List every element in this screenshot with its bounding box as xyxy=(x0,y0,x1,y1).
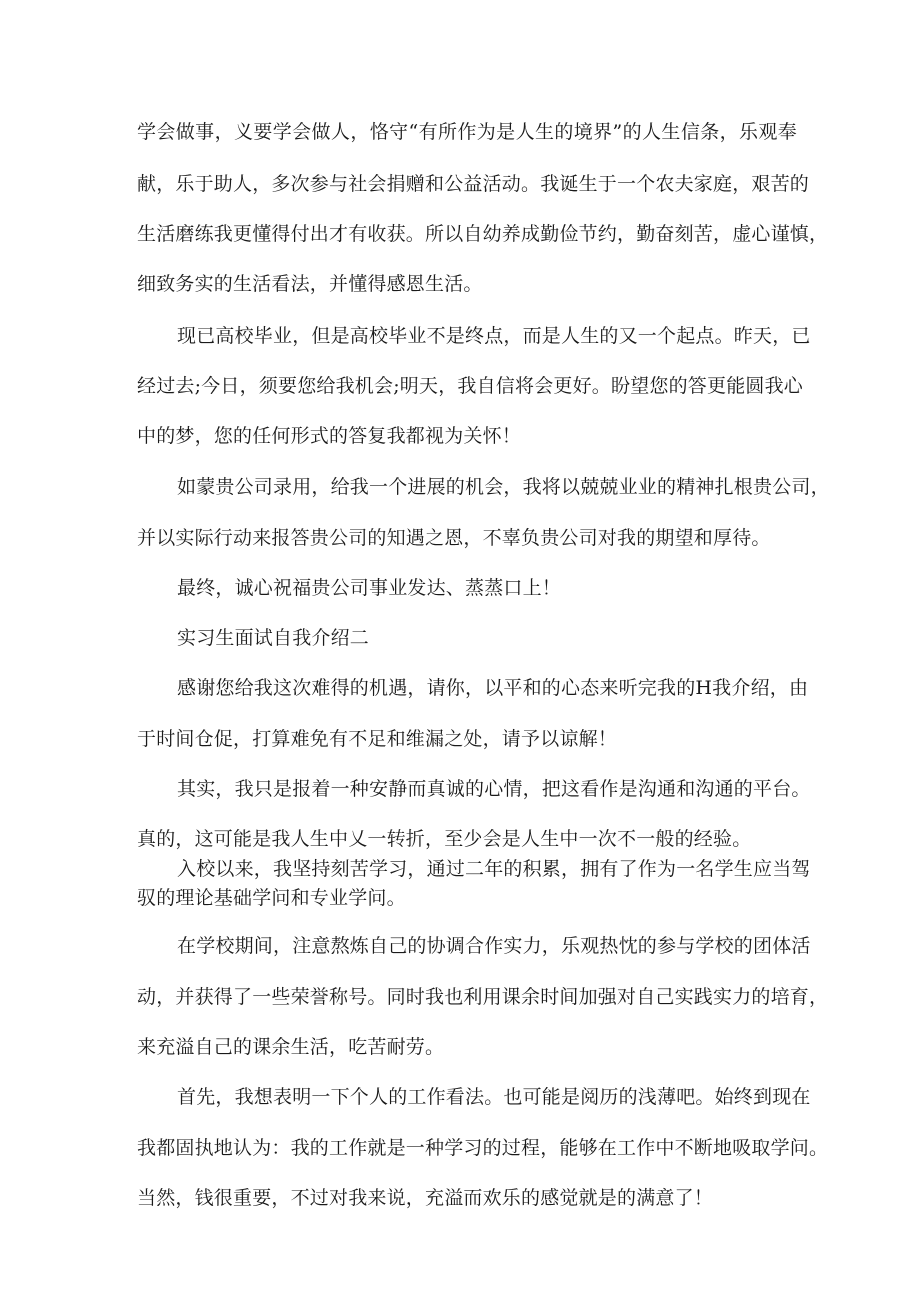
text-line-12: 感谢您给我这次难得的机遇，请你，以平和的心态来听完我的H我介绍，由 xyxy=(177,677,809,699)
text-line-20: 来充溢自己的课余生活，吃苦耐劳。 xyxy=(137,1036,445,1058)
text-line-2: 献，乐于助人，多次参与社会捐赠和公益活动。我诞生于一个农夫家庭，艰苦的 xyxy=(137,173,810,195)
text-line-6: 经过去;今日，须要您给我机会;明天，我自信将会更好。盼望您的答更能圆我心 xyxy=(137,375,804,397)
text-line-1: 学会做事，义要学会做人，恪守“有所作为是人生的境界”的人生信条，乐观奉 xyxy=(137,121,797,143)
text-line-18: 在学校期间，注意熬炼自己的协调合作实力，乐观热忱的参与学校的团体活 xyxy=(177,935,811,957)
text-line-4: 细致务实的生活看法，并懂得感恩生活。 xyxy=(137,273,483,295)
text-line-21: 首先，我想表明一下个人的工作看法。也可能是阅历的浅薄吧。始终到现在 xyxy=(177,1086,811,1108)
text-line-23: 当然，钱很重要，不过对我来说，充溢而欢乐的感觉就是的满意了！ xyxy=(137,1187,714,1209)
text-line-19: 动，并获得了一些荣誉称号。同时我也利用课余时间加强对自己实践实力的培育， xyxy=(137,986,829,1008)
text-line-16: 入校以来，我坚持刻苦学习，通过二年的积累，拥有了作为一名学生应当驾 xyxy=(177,858,811,880)
text-line-22: 我都固执地认为：我的工作就是一种学习的过程，能够在工作中不断地吸取学问。 xyxy=(137,1137,829,1159)
section-heading: 实习生面试自我介绍二 xyxy=(177,627,370,649)
text-line-7: 中的梦，您的任何形式的答复我都视为关怀！ xyxy=(137,425,522,447)
text-line-3: 生活磨练我更懂得付出才有收获。所以自幼养成勤俭节约，勤奋刻苦，虚心谨慎， xyxy=(137,223,829,245)
text-line-14: 其实，我只是报着一种安静而真诚的心情，把这看作是沟通和沟通的平台。 xyxy=(177,778,811,800)
text-line-8: 如蒙贵公司录用，给我一个进展的机会，我将以兢兢业业的精神扎根贵公司， xyxy=(177,476,830,498)
text-line-13: 于时间仓促，打算难免有不足和维漏之处，请予以谅解！ xyxy=(137,728,618,750)
text-line-17: 驭的理论基础学问和专业学问。 xyxy=(137,887,406,909)
text-line-5: 现已高校毕业，但是高校毕业不是终点，而是人生的又一个起点。昨天，已 xyxy=(177,325,811,347)
text-line-15: 真的，这可能是我人生中乂一转折，至少会是人生中一次不一般的经验。 xyxy=(137,828,752,850)
text-line-9: 并以实际行动来报答贵公司的知遇之恩，不辜负贵公司对我的期望和厚待。 xyxy=(137,527,771,549)
text-line-10: 最终，诚心祝福贵公司事业发达、蒸蒸口上！ xyxy=(177,577,562,599)
